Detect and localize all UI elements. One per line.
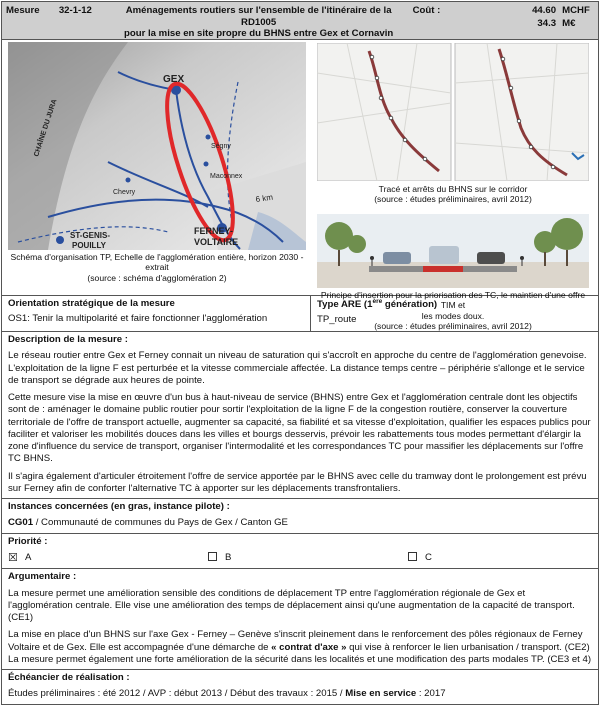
type-are-value: TP_route bbox=[317, 314, 357, 326]
corridor-caption: Tracé et arrêts du BHNS sur le corridor (source : études préliminaires, avril 2012) bbox=[374, 184, 532, 205]
mesure-label: Mesure bbox=[6, 5, 40, 16]
mesure-title: Aménagements routiers sur l'ensemble de l'itinéraire de la RD1005 pour la mise en site propre du BHNS entre Gex et Cornavin bbox=[124, 5, 394, 40]
checkbox-checked-icon[interactable]: ☒ bbox=[8, 551, 18, 564]
organisation-map-caption: Schéma d'organisation TP, Echelle de l'agglomération entière, horizon 2030 - extrait (source : schéma d'agglomération 2) bbox=[10, 252, 304, 283]
corridor-route-maps bbox=[317, 43, 589, 181]
echeancier-title: Échéancier de réalisation : bbox=[8, 672, 130, 684]
argumentaire-p1: La mesure permet une amélioration sensible des conditions de déplacement TP entre l'agglomération régionale de Gex et l'agglomération centrale. Elle vise une amélioration des temps de déplacement ainsi qu'une augmentation de la capacité de transport. (CE1) bbox=[8, 587, 575, 624]
map-label-segny: Ségny bbox=[211, 143, 231, 150]
map-label-gex: GEX bbox=[163, 74, 185, 85]
organisation-map bbox=[8, 42, 306, 250]
argumentaire-p2: La mise en place d'un BHNS sur l'axe Gex - Ferney – Genève s'inscrit pleinement dans le renforcement des pôles régionaux de Ferney Voltaire et de Gex. Elle est accompagnée d'une démarche de « contrat d'axe » qui vise à renforcer le lien urbanisation / transport. (CE2) La mesure permet également une forte amélioration de la sécurité dans les localités et une modification des parts modales TP. (CE3 et 4) bbox=[8, 629, 592, 665]
priorite-options bbox=[2, 550, 598, 568]
cross-section-profile bbox=[317, 214, 589, 288]
description-p2: Cette mesure vise la mise en œuvre d'un bus à haut-niveau de service (BHNS) entre Gex et l'agglomération centrale dont les objectifs sont de : aménager le domaine public routier pour sortir l'exploitation de la ligne F de la congestion routière, conserver la couverture territoriale de l'offre de transport actuelle, augmenter sa capacité, sa fiabilité et sa vitesse d'exploitation, qualifier les espaces publics pour faciliter et valoriser les mobilités douces dans les villes et bourgs desservis, prévoir les rabattements tous modes permettant d'élargir la zone d'influence du service de transport, organiser l'intermodalité et les correspondances TC pour massifier les déplacements sur l'offre TC BHNS. bbox=[8, 392, 591, 465]
priorite-title: Priorité : bbox=[8, 535, 48, 547]
description-title: Description de la mesure : bbox=[8, 334, 128, 345]
argumentaire-section bbox=[2, 569, 598, 670]
description-section bbox=[2, 332, 598, 499]
priorite-option-b[interactable]: B bbox=[208, 552, 408, 564]
mesure-code: 32-1-12 bbox=[58, 5, 92, 16]
cost-chf-value: 44.60 bbox=[532, 5, 557, 16]
priorite-option-c[interactable]: C bbox=[408, 552, 432, 564]
header-bar bbox=[2, 2, 598, 40]
description-p3: Il s'agira également d'articuler étroitement l'offre de service apportée par le BHNS avec celle du tramway dont le prolongement est prévu sur Ferney afin de conforter l'alternative TC à apporter sur les déplacements transfrontaliers. bbox=[8, 470, 587, 494]
cost-chf-unit: MCHF bbox=[562, 5, 590, 16]
map-label-ferney-1: FERNEY- bbox=[194, 226, 234, 236]
map-label-stgenis-2: POUILLY bbox=[72, 241, 106, 250]
orientation-value: OS1: Tenir la multipolarité et faire fonctionner l'agglomération bbox=[8, 313, 268, 325]
map-label-ferney-2: VOLTAIRE bbox=[194, 237, 239, 247]
orientation-title: Orientation stratégique de la mesure bbox=[8, 298, 175, 309]
description-p1: Le réseau routier entre Gex et Ferney connait un niveau de saturation qui s'accroît en approche du centre de l'agglomération genevoise. L'exploitation de la ligne F est perturbée et la vitesse commerciale affectée. La distance temps centre – périphérie s'allonge et le service de transport se dégrade aux heures de pointe. bbox=[8, 350, 587, 386]
map-label-maconnex: Maconnex bbox=[210, 173, 243, 180]
instances-value: CG01 / Communauté de communes du Pays de Gex / Canton GE bbox=[8, 517, 288, 529]
cost-units bbox=[558, 2, 598, 39]
echeancier-section bbox=[2, 670, 598, 704]
cross-section-caption: Principe d'insertion pour la priorisation des TC, le maintien d'une offre TIM et les modes doux. (source : études préliminaires, avril 2012) bbox=[320, 290, 586, 331]
cost-values bbox=[516, 2, 558, 39]
map-label-chaine: CHAÎNE DU JURA bbox=[33, 98, 59, 158]
map-label-chevry: Chevry bbox=[113, 189, 136, 196]
checkbox-empty-icon[interactable] bbox=[208, 552, 217, 561]
orientation-cell bbox=[2, 296, 311, 331]
type-are-title: Type ARE (1ère génération) bbox=[317, 298, 438, 311]
instances-title: Instances concernées (en gras, instance pilote) : bbox=[8, 501, 230, 513]
instances-section bbox=[2, 499, 598, 534]
checkbox-empty-icon[interactable] bbox=[408, 552, 417, 561]
priorite-section bbox=[2, 534, 598, 570]
map-label-distance: 6 km bbox=[255, 192, 274, 204]
map-label-stgenis-1: ST-GENIS- bbox=[70, 231, 111, 240]
cost-eur-value: 34.3 bbox=[537, 17, 557, 29]
cout-label: Coût : bbox=[412, 5, 441, 16]
cost-eur-unit: M€ bbox=[562, 17, 576, 29]
argumentaire-title: Argumentaire : bbox=[8, 571, 77, 583]
measure-sheet bbox=[1, 1, 599, 705]
echeancier-value: Études préliminaires : été 2012 / AVP : début 2013 / Début des travaux : 2015 / Mise en service : 2017 bbox=[8, 688, 446, 700]
priorite-option-a[interactable]: ☒ A bbox=[8, 551, 32, 564]
